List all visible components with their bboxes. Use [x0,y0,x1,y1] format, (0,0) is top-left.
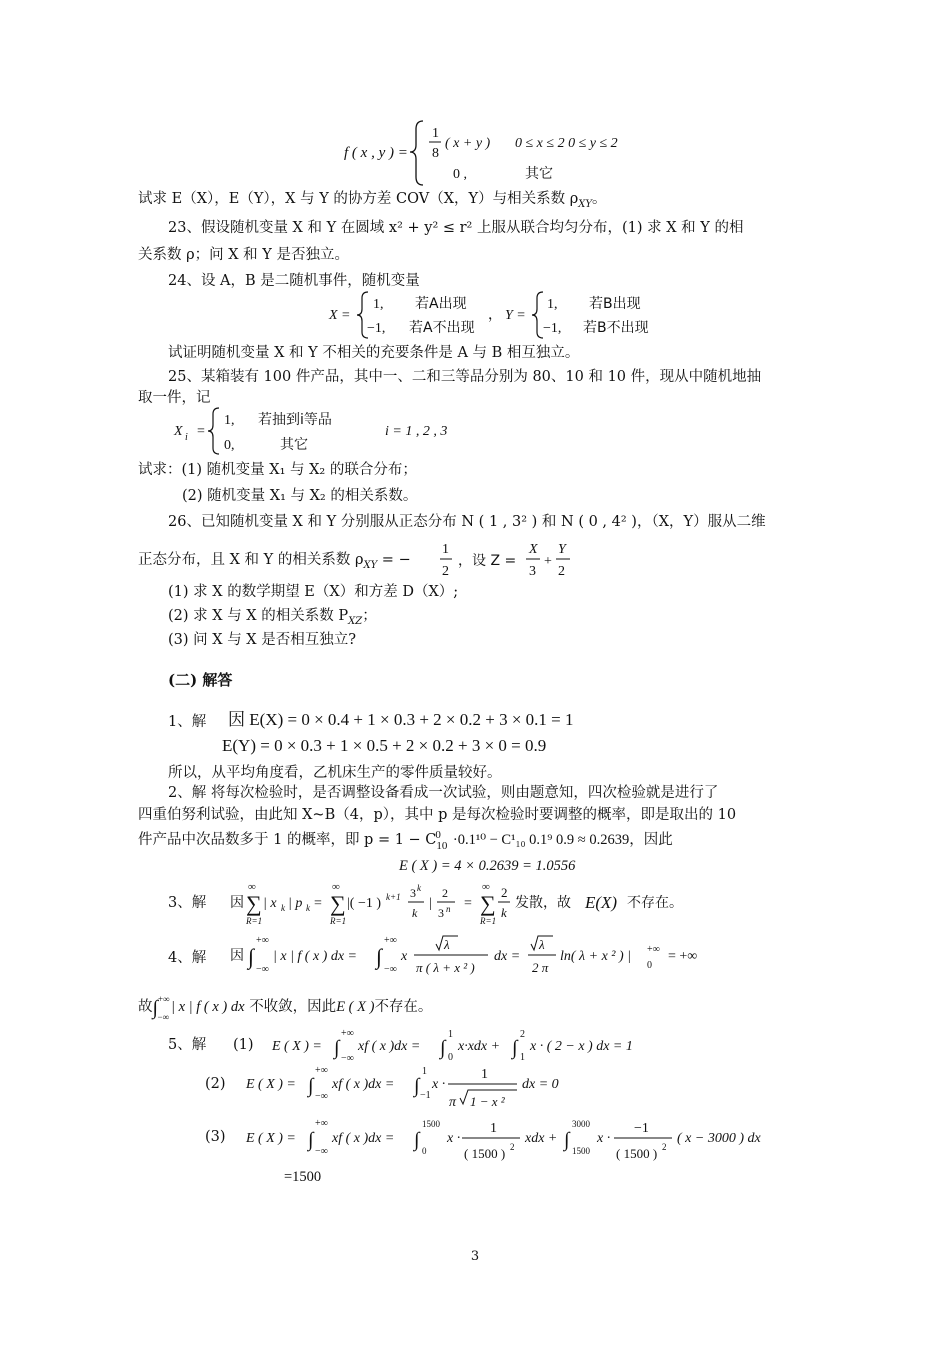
a2-line4: E ( X ) = 4 × 0.2639 = 1.0556 [399,858,576,874]
svg-text:X =: X = [329,308,351,323]
svg-text:∞: ∞ [482,881,490,893]
a4-conclusion: 故$\int^{+\infty}_{-\infty}|$ x | f ( x ) dx 不收敛，因此E ( X )不存在。 [138,994,433,1022]
svg-text:∫: ∫ [308,1075,314,1097]
svg-text:3: 3 [410,886,416,900]
svg-text:1500: 1500 [572,1146,590,1156]
svg-text:E(X): E(X) [585,893,618,912]
svg-text:∫: ∫ [414,1075,420,1097]
svg-text:xdx +: xdx + [525,1131,558,1146]
svg-text:x · ( 2 − x ) dx = 1: x · ( 2 − x ) dx = 1 [530,1039,633,1054]
a3-label: 3、解 [168,895,207,911]
svg-text:∫: ∫ [334,1037,340,1059]
svg-text:| p: | p [288,896,303,911]
svg-text:0,: 0, [224,438,235,453]
p26-q3: (3) 问 X 与 X 是否相互独立? [168,632,357,648]
svg-text:2: 2 [558,564,565,579]
svg-text:1: 1 [520,1052,525,1063]
svg-text:R=1: R=1 [330,916,347,926]
svg-text:| x | f ( x ) dx =: | x | f ( x ) dx = [273,949,357,964]
p25-line1: 25、某箱装有 100 件产品，其中一、二和三等品分别为 80、10 和 10 件，现从中随机地抽 [168,369,762,385]
svg-text:∑: ∑ [330,891,346,916]
p22-expr: ( x + y ) [445,136,491,151]
svg-text:1: 1 [490,1121,497,1136]
a5-label: 5、解 [168,1037,207,1053]
svg-text:2: 2 [442,886,448,900]
svg-text:0: 0 [647,960,652,971]
p23-line1: 23、假设随机变量 X 和 Y 在圆域 x² + y² ≤ r² 上服从联合均匀分布，(1) 求 X 和 Y 的相 [168,220,744,236]
svg-text:( 1500 ): ( 1500 ) [464,1146,506,1161]
a5-part2-label: (2) [205,1076,226,1092]
p22-frac-num: 1 [432,126,439,141]
svg-text:2: 2 [662,1142,667,1152]
svg-text:∫: ∫ [440,1037,446,1059]
left-brace-icon [410,121,423,185]
a2-line3: 件产品中次品数多于 1 的概率，即 $p = 1 - C_{10}^0 \cdot 0.1^{10} - C^1_{10}$ 0.1⁹ 0.9 ≈ 0.2639，因此 [138,829,673,852]
p22-cond: 0 ≤ x ≤ 2 0 ≤ y ≤ 2 [515,136,618,151]
svg-text:=: = [197,424,205,439]
a5-formula2 [242,1060,582,1116]
a5-part3-label: (3) [205,1129,226,1145]
p22-frac-den: 8 [432,146,439,161]
svg-text:−∞: −∞ [315,1091,328,1102]
svg-text:，: ， [488,308,502,323]
svg-text:因: 因 [230,895,244,911]
a5-result3: =1500 [284,1169,322,1185]
p22-case2-cond: 其它 [525,166,553,182]
p24-line2: 试证明随机变量 X 和 Y 不相关的充要条件是 A 与 B 相互独立。 [168,345,580,361]
svg-text:∞: ∞ [332,881,340,893]
section-heading: (二) 解答 [168,671,233,689]
svg-text:−1,: −1, [367,321,386,336]
svg-text:n: n [446,904,451,914]
svg-text:1: 1 [481,1067,488,1082]
svg-text:2: 2 [442,564,449,579]
svg-text:−1,: −1, [543,321,562,336]
svg-text:i: i [185,432,188,443]
svg-text:Y: Y [558,542,566,557]
svg-text:| x: | x [263,896,277,911]
svg-text:其它: 其它 [280,437,308,453]
svg-text:E ( X ) =: E ( X ) = [246,1131,296,1146]
p22-density-formula [340,115,660,190]
svg-text:k: k [306,903,310,913]
svg-text:2: 2 [520,1029,525,1040]
svg-text:X: X [174,424,183,439]
svg-text:∞: ∞ [248,881,256,893]
svg-text:k: k [281,903,285,913]
p26-line1: 26、已知随机变量 X 和 Y 分别服从正态分布 N ( 1 , 3² ) 和 N ( 0 , 4² )，（X，Y）服从二维 [168,514,766,530]
svg-text:3: 3 [438,906,444,920]
svg-text:因: 因 [230,948,244,964]
p26-fractions [438,538,578,582]
a2-line1: 2、解 将每次检验时，是否调整设备看成一次试验，则由题意知，四次检验就是进行了 [168,785,719,801]
svg-text:1: 1 [442,542,449,557]
svg-text:E ( X ) =: E ( X ) = [246,1077,296,1092]
svg-text:+∞: +∞ [256,935,269,946]
svg-text:−∞: −∞ [384,964,397,975]
svg-text:∑: ∑ [480,891,496,916]
p25-line2: 取一件，记 [138,390,211,406]
a5-formula1 [268,1024,648,1064]
p25-q2: (2) 随机变量 X₁ 与 X₂ 的相关系数。 [182,488,418,504]
p24-xy-definitions [325,290,685,340]
svg-text:−∞: −∞ [315,1146,328,1157]
svg-text:+∞: +∞ [647,944,660,955]
page-number: 3 [470,1249,480,1264]
p26-line2: 正态分布，且 X 和 Y 的相关系数 $\rho_{XY}$ = − [138,552,411,571]
svg-text:λ: λ [539,937,545,952]
svg-text:+∞: +∞ [341,1028,354,1039]
a3-formula [226,878,726,928]
p24-line1: 24、设 A，B 是二随机事件，随机变量 [168,273,420,289]
a1-label: 1、解 [168,714,207,730]
svg-text:∫: ∫ [376,944,383,969]
svg-text:π: π [449,1095,457,1110]
svg-text:xf ( x )dx =: xf ( x )dx = [358,1039,421,1054]
svg-text:+∞: +∞ [384,935,397,946]
svg-text:∫: ∫ [512,1037,518,1059]
svg-text:∑: ∑ [246,891,262,916]
svg-text:−1: −1 [420,1090,431,1101]
svg-text:−1: −1 [634,1121,649,1136]
svg-text:∫: ∫ [414,1129,420,1151]
svg-text:λ: λ [444,937,450,952]
svg-text:∫: ∫ [564,1129,570,1151]
svg-text:= +∞: = +∞ [668,949,698,964]
svg-text:1500: 1500 [422,1119,440,1129]
svg-text:k+1: k+1 [386,892,401,902]
p22-lhs: f ( x , y ) = [344,145,408,161]
svg-text:k: k [412,906,418,920]
svg-text:若A不出现: 若A不出现 [409,320,475,336]
svg-text:dx = 0: dx = 0 [522,1077,559,1092]
svg-text:若B出现: 若B出现 [589,296,641,312]
a2-line2: 四重伯努利试验，由此知 X~B（4，p），其中 p 是每次检验时要调整的概率，即是取出的 10 [138,807,737,823]
svg-text:∫: ∫ [248,944,255,969]
svg-text:1,: 1, [224,413,235,428]
svg-text:，设 Z =: ，设 Z = [458,553,517,569]
a4-label: 4、解 [168,950,207,966]
svg-text:+: + [544,554,552,569]
svg-text:i = 1 , 2 , 3: i = 1 , 2 , 3 [385,424,448,439]
a5-part1-label: (1) [233,1037,254,1053]
svg-text:xf ( x )dx =: xf ( x )dx = [332,1077,395,1092]
svg-text:dx =: dx = [494,949,521,964]
svg-text:1: 1 [448,1029,453,1040]
svg-text:x: x [401,949,408,964]
svg-text:X: X [529,542,538,557]
left-brace-icon [208,408,219,454]
svg-text:若B不出现: 若B不出现 [583,320,649,336]
p26-q2: (2) 求 X 与 X 的相关系数 $P_{XZ}$； [168,608,377,627]
p25-q1: 试求：(1) 随机变量 X₁ 与 X₂ 的联合分布； [138,462,417,478]
svg-text:1,: 1, [547,297,558,312]
svg-text:1: 1 [422,1066,427,1077]
svg-text:R=1: R=1 [480,916,497,926]
svg-text:3000: 3000 [572,1119,590,1129]
a5-formula3 [242,1112,802,1168]
svg-text:k: k [501,905,507,920]
svg-text:1,: 1, [373,297,384,312]
svg-text:ln( λ + x ² ) |: ln( λ + x ² ) | [560,949,631,964]
svg-text:+∞: +∞ [315,1118,328,1129]
svg-text:x ·: x · [447,1131,461,1146]
p25-xi-definition [170,405,490,457]
svg-text:不存在。: 不存在。 [627,895,683,911]
svg-text:2: 2 [501,885,508,900]
svg-text:|: | [429,896,432,911]
svg-text:Y =: Y = [505,308,526,323]
p22-question: 试求 E（X），E（Y），X 与 Y 的协方差 COV（X，Y）与相关系数 $\rho_{XY}$。 [138,191,607,210]
svg-text:x ·: x · [597,1131,611,1146]
p23-line2: 关系数 ρ；问 X 和 Y 是否独立。 [138,247,349,263]
svg-text:若抽到i等品: 若抽到i等品 [258,412,332,428]
svg-text:∫: ∫ [308,1129,314,1151]
svg-text:k: k [417,883,421,893]
a1-line3: 所以，从平均角度看，乙机床生产的零件质量较好。 [168,765,502,781]
svg-text:π ( λ + x ² ): π ( λ + x ² ) [416,960,475,975]
svg-text:=: = [464,896,472,911]
svg-text:( x − 3000 ) dx: ( x − 3000 ) dx [677,1131,761,1146]
svg-text:xf ( x )dx =: xf ( x )dx = [332,1131,395,1146]
svg-text:发散，故: 发散，故 [515,895,571,911]
svg-text:3: 3 [529,564,536,579]
svg-text:E ( X ) =: E ( X ) = [272,1039,322,1054]
svg-text:0: 0 [422,1146,427,1156]
svg-text:若A出现: 若A出现 [415,296,467,312]
a1-line2: E(Y) = 0 × 0.3 + 1 × 0.5 + 2 × 0.2 + 3 × 0 = 0.9 [222,736,547,755]
a1-line1: 因 E(X) = 0 × 0.4 + 1 × 0.3 + 2 × 0.2 + 3 × 0.1 = 1 [228,710,574,729]
a4-formula [226,930,726,980]
svg-text:2: 2 [510,1142,515,1152]
svg-text:−∞: −∞ [256,964,269,975]
svg-text:|( −1 ): |( −1 ) [347,896,382,911]
p26-q1: (1) 求 X 的数学期望 E（X）和方差 D（X）; [168,584,459,600]
svg-text:+∞: +∞ [315,1065,328,1076]
left-brace-icon [532,292,543,338]
svg-text:1 − x ²: 1 − x ² [470,1094,505,1109]
svg-text:x ·: x · [432,1077,446,1092]
svg-text:0: 0 [448,1052,453,1063]
svg-text:2 π: 2 π [532,960,549,975]
svg-text:( 1500 ): ( 1500 ) [616,1146,658,1161]
svg-text:=: = [314,896,322,911]
svg-text:−∞: −∞ [341,1053,354,1064]
p22-case2-val: 0 , [453,167,467,182]
svg-text:R=1: R=1 [246,916,263,926]
svg-text:x·xdx +: x·xdx + [458,1039,501,1054]
